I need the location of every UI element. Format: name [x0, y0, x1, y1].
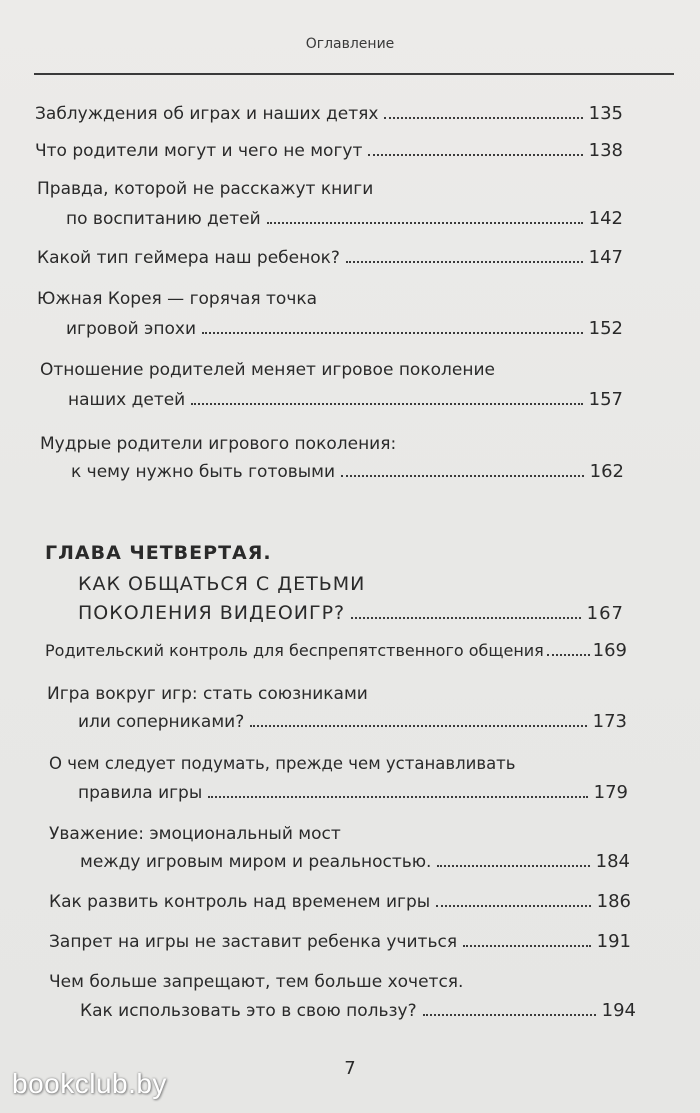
chapter-title-line: КАК ОБЩАТЬСЯ С ДЕТЬМИ	[78, 573, 366, 595]
dot-leader	[346, 249, 583, 263]
toc-entry-title: Заблуждения об играх и наших детях	[35, 104, 379, 124]
running-head: Оглавление	[305, 36, 395, 52]
toc-entry-title: Мудрые родители игрового поколения:	[40, 434, 397, 454]
toc-entry-title: Игра вокруг игр: стать союзниками	[47, 684, 368, 704]
toc-page-number: 135	[588, 103, 623, 124]
toc-page-number: 138	[588, 140, 623, 161]
toc-entry-title-continued: к чему нужно быть готовыми	[71, 462, 336, 482]
dot-leader	[437, 853, 589, 867]
toc-entry-title-continued: игровой эпохи	[66, 319, 196, 339]
dot-leader	[250, 713, 586, 727]
toc-entry-title-continued: или соперниками?	[78, 712, 245, 732]
toc-entry-title-continued: Как использовать это в свою пользу?	[80, 1001, 417, 1021]
toc-page-number: 179	[593, 782, 628, 803]
toc-leader-line	[80, 851, 630, 873]
dot-leader	[191, 391, 582, 405]
toc-leader-line	[66, 318, 623, 340]
dot-leader	[351, 605, 581, 619]
toc-page-number: 167	[586, 603, 624, 624]
dot-leader	[547, 642, 590, 656]
toc-entry-title-continued: по воспитанию детей	[66, 209, 261, 229]
chapter-title-line: ПОКОЛЕНИЯ ВИДЕОИГР?	[78, 602, 346, 624]
dot-leader	[423, 1002, 596, 1016]
toc-page-number: 169	[592, 640, 627, 661]
toc-page-number: 142	[588, 208, 623, 229]
toc-leader-line	[68, 389, 623, 411]
toc-page-number: 152	[588, 318, 623, 339]
toc-leader-line	[78, 782, 628, 804]
dot-leader	[463, 933, 591, 947]
dot-leader	[368, 142, 582, 156]
toc-page-number: 173	[592, 711, 627, 732]
toc-entry-title: Какой тип геймера наш ребенок?	[37, 248, 340, 268]
chapter-leader-line	[78, 602, 624, 624]
dot-leader	[384, 105, 582, 119]
toc-entry-title-continued: правила игры	[78, 783, 203, 803]
toc-page-number: 147	[588, 247, 623, 268]
toc-leader-line	[78, 711, 627, 733]
dot-leader	[436, 893, 590, 907]
page-number: 7	[344, 1058, 356, 1079]
toc-leader-line	[37, 247, 623, 269]
toc-entry-title-continued: между игровым миром и реальностью.	[80, 852, 432, 872]
toc-leader-line	[66, 208, 623, 230]
toc-page-number: 194	[601, 1000, 636, 1021]
header-rule	[34, 73, 674, 75]
dot-leader	[267, 210, 583, 224]
toc-page-number: 191	[596, 931, 631, 952]
toc-entry-title: Запрет на игры не заставит ребенка учиться	[49, 932, 458, 952]
toc-leader-line	[71, 461, 624, 483]
toc-page-number: 157	[588, 389, 623, 410]
toc-entry-title: Уважение: эмоциональный мост	[49, 824, 341, 844]
toc-page-number: 184	[595, 851, 630, 872]
toc-entry-title: Отношение родителей меняет игровое поколение	[40, 360, 495, 380]
toc-entry-title: Что родители могут и чего не могут	[35, 141, 363, 161]
toc-entry-title: Родительский контроль для беспрепятственного общения	[45, 641, 544, 660]
dot-leader	[208, 784, 587, 798]
toc-leader-line	[35, 140, 623, 162]
toc-entry-title: Правда, которой не расскажут книги	[37, 179, 374, 199]
toc-page-number: 162	[589, 461, 624, 482]
toc-page-number: 186	[596, 891, 631, 912]
toc-entry-title: О чем следует подумать, прежде чем устанавливать	[49, 754, 516, 773]
dot-leader	[202, 320, 583, 334]
toc-entry-title: Южная Корея — горячая точка	[37, 289, 318, 309]
toc-entry-title-continued: наших детей	[68, 390, 186, 410]
dot-leader	[341, 463, 584, 477]
chapter-heading: ГЛАВА ЧЕТВЕРТАЯ.	[45, 542, 272, 564]
toc-leader-line	[35, 103, 623, 125]
toc-leader-line	[45, 640, 627, 662]
toc-entry-title: Чем больше запрещают, тем больше хочется.	[49, 972, 464, 992]
watermark: bookclub.by	[12, 1068, 167, 1099]
toc-entry-title: Как развить контроль над временем игры	[49, 892, 431, 912]
toc-leader-line	[80, 1000, 636, 1022]
toc-leader-line	[49, 931, 631, 953]
toc-leader-line	[49, 891, 631, 913]
